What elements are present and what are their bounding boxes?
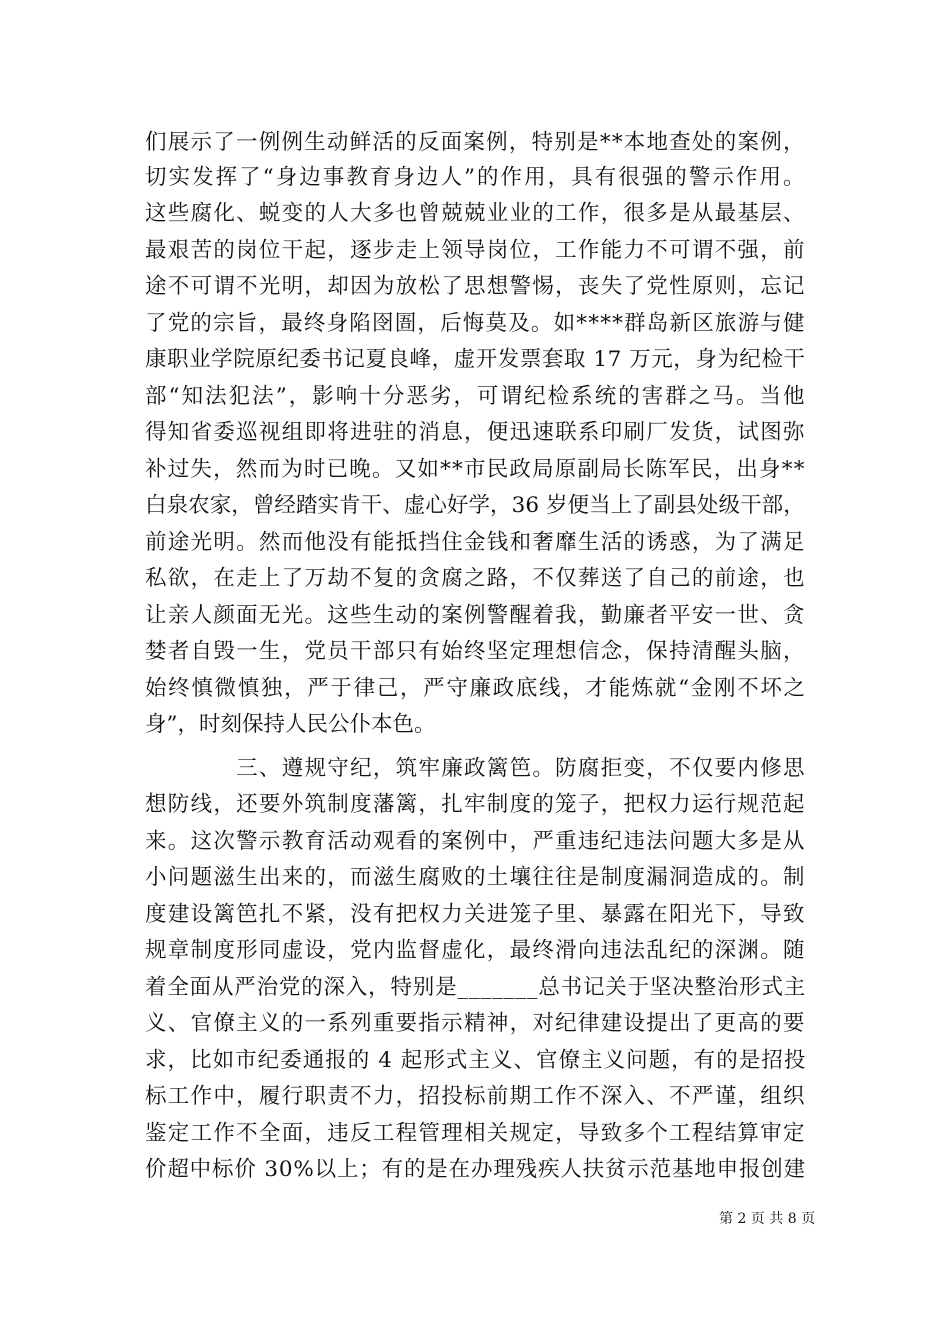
text-line: 补过失，然而为时已晚。又如**市民政局原副局长陈军民，出身** — [145, 457, 806, 482]
text-line: 求，比如市纪委通报的 4 起形式主义、官僚主义问题，有的是招投 — [145, 1048, 807, 1073]
text-line: 了党的宗旨，最终身陷囹圄，后悔莫及。如****群岛新区旅游与健 — [145, 311, 806, 336]
text-line: 鉴定工作不全面，违反工程管理相关规定，导致多个工程结算审定 — [145, 1121, 806, 1146]
text-line: 规章制度形同虚设，党内监督虚化，最终滑向违法乱纪的深渊。随 — [145, 938, 806, 963]
text-line: 来。这次警示教育活动观看的案例中，严重违纪违法问题大多是从 — [145, 829, 806, 854]
text-line: 私欲，在走上了万劫不复的贪腐之路，不仅葬送了自己的前途，也 — [145, 566, 806, 591]
text-line: 小问题滋生出来的，而滋生腐败的土壤往往是制度漏洞造成的。制 — [145, 865, 806, 890]
text-line: 三、遵规守纪，筑牢廉政篱笆。防腐拒变，不仅要内修思 — [145, 756, 806, 781]
page-footer: 第 2 页 共 8 页 — [719, 1211, 816, 1227]
text-line: 义、官僚主义的一系列重要指示精神，对纪律建设提出了更高的要 — [145, 1011, 806, 1036]
text-line: 价超中标价 30%以上；有的是在办理残疾人扶贫示范基地申报创建 — [145, 1157, 806, 1182]
text-line: 部“知法犯法”，影响十分恶劣，可谓纪检系统的害群之马。当他 — [145, 384, 807, 409]
text-line: 着全面从严治党的深入，特别是_______总书记关于坚决整治形式主 — [145, 975, 807, 1000]
text-line: 得知省委巡视组即将进驻的消息，便迅速联系印刷厂发货，试图弥 — [145, 420, 806, 445]
text-line: 始终慎微慎独，严于律己，严守廉政底线，才能炼就“金刚不坏之 — [145, 676, 807, 701]
text-line: 想防线，还要外筑制度藩篱，扎牢制度的笼子，把权力运行规范起 — [145, 792, 806, 817]
text-line: 标工作中，履行职责不力，招投标前期工作不深入、不严谨，组织 — [145, 1084, 806, 1109]
text-line: 度建设篱笆扎不紧，没有把权力关进笼子里、暴露在阳光下，导致 — [145, 902, 806, 927]
text-line: 途不可谓不光明，却因为放松了思想警惕，丧失了党性原则，忘记 — [145, 274, 806, 299]
text-line: 这些腐化、蜕变的人大多也曾兢兢业业的工作，很多是从最基层、 — [145, 201, 806, 226]
text-line: 让亲人颜面无光。这些生动的案例警醒着我，勤廉者平安一世、贪 — [145, 603, 806, 628]
text-line: 们展示了一例例生动鲜活的反面案例，特别是**本地查处的案例， — [145, 130, 806, 155]
text-line: 前途光明。然而他没有能抵挡住金钱和奢靡生活的诱惑，为了满足 — [145, 530, 806, 555]
text-line: 婪者自毁一生，党员干部只有始终坚定理想信念，保持清醒头脑， — [145, 639, 806, 664]
text-line: 康职业学院原纪委书记夏良峰，虚开发票套取 17 万元，身为纪检干 — [145, 347, 806, 372]
text-line: 白泉农家，曾经踏实肯干、虚心好学，36 岁便当上了副县处级干部， — [145, 493, 805, 518]
text-line: 切实发挥了“身边事教育身边人”的作用，具有很强的警示作用。 — [145, 165, 807, 190]
text-line: 身”，时刻保持人民公仆本色。 — [145, 712, 436, 737]
text-line: 最艰苦的岗位干起，逐步走上领导岗位，工作能力不可谓不强，前 — [145, 238, 806, 263]
